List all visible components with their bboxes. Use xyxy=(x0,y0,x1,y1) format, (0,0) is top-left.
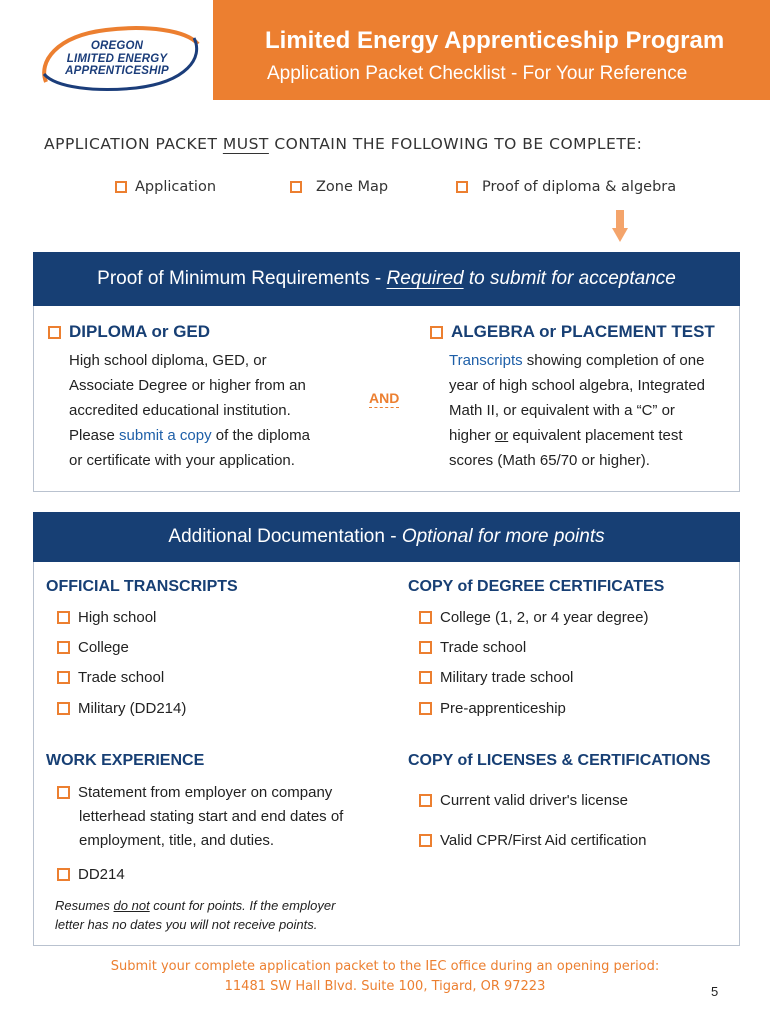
diploma-line-4a: Please xyxy=(69,427,120,444)
additional-section-bar xyxy=(33,512,740,562)
statement-line-3: employment, title, and duties. xyxy=(79,832,275,849)
checkbox-icon[interactable] xyxy=(419,611,432,624)
submit-copy-text: submit a copy xyxy=(119,427,212,444)
diploma-line-5: or certificate with your application. xyxy=(69,452,295,469)
checklist-item-label: High school xyxy=(78,609,157,626)
resume-note xyxy=(55,896,335,934)
diploma-line-4 xyxy=(69,423,310,448)
checklist-item-trade-school-degree[interactable] xyxy=(419,639,526,656)
note-emphasis: do not xyxy=(113,898,150,913)
logo-line-1: OREGON xyxy=(90,40,144,52)
or-emphasis: or xyxy=(494,427,509,444)
checklist-item-label: College (1, 2, or 4 year degree) xyxy=(440,609,649,626)
algebra-line-2: year of high school algebra, Integrated xyxy=(449,377,706,394)
official-transcripts-title: OFFICIAL TRANSCRIPTS xyxy=(46,578,238,595)
algebra-line-1b: showing completion of one xyxy=(522,352,705,369)
licenses-certifications-title: COPY of LICENSES & CERTIFICATIONS xyxy=(408,752,711,769)
checkbox-icon[interactable] xyxy=(57,641,70,654)
algebra-placement-title[interactable] xyxy=(430,322,715,342)
checklist-item-employer-statement[interactable] xyxy=(57,784,332,801)
logo-line-2: LIMITED ENERGY xyxy=(66,52,168,65)
must-heading-before: APPLICATION PACKET xyxy=(44,135,223,153)
checklist-item-label: Application xyxy=(135,179,217,195)
checklist-item-label: Current valid driver's license xyxy=(440,792,628,809)
checklist-item-proof[interactable] xyxy=(456,179,676,195)
diploma-ged-title[interactable] xyxy=(48,322,210,342)
logo-text xyxy=(42,40,192,78)
diploma-line-4c: of the diploma xyxy=(211,427,310,444)
footer-instruction: Submit your complete application packet to the IEC office during an opening period: xyxy=(110,959,660,974)
program-logo xyxy=(0,0,213,100)
employer-statement-continued xyxy=(79,805,343,853)
must-contain-heading xyxy=(44,135,642,153)
checkbox-icon[interactable] xyxy=(115,181,127,193)
checklist-item-trade-school[interactable] xyxy=(57,669,164,686)
checklist-item-college-degree[interactable] xyxy=(419,609,648,626)
page-subtitle: Application Packet Checklist - For Your Reference xyxy=(267,63,688,84)
note-a: Resumes xyxy=(55,898,114,913)
transcripts-text: Transcripts xyxy=(449,352,523,369)
algebra-line-5: scores (Math 65/70 or higher). xyxy=(449,452,650,469)
checklist-item-label: Proof of diploma & algebra xyxy=(482,179,677,195)
additional-bar-lead: Additional Documentation - xyxy=(168,526,397,547)
algebra-line-4c: equivalent placement test xyxy=(508,427,683,444)
checklist-item-cpr-first-aid[interactable] xyxy=(419,832,646,849)
requirements-bar-emphasis-rest: to submit for acceptance xyxy=(463,268,676,289)
checklist-item-label: College xyxy=(78,639,129,656)
algebra-placement-description xyxy=(449,348,705,473)
checklist-item-application[interactable] xyxy=(115,179,216,195)
checklist-item-label: Trade school xyxy=(78,669,165,686)
diploma-line-1: High school diploma, GED, or xyxy=(69,352,267,369)
checklist-item-college[interactable] xyxy=(57,639,129,656)
diploma-ged-label: DIPLOMA or GED xyxy=(69,322,211,341)
algebra-line-4a: higher xyxy=(449,427,495,444)
checkbox-icon[interactable] xyxy=(57,702,70,715)
diploma-ged-description xyxy=(69,348,310,473)
checkbox-icon[interactable] xyxy=(456,181,468,193)
checkbox-icon[interactable] xyxy=(419,702,432,715)
checkbox-icon[interactable] xyxy=(57,671,70,684)
checklist-item-label: Zone Map xyxy=(316,179,389,195)
note-line-1 xyxy=(55,896,335,915)
work-experience-title: WORK EXPERIENCE xyxy=(46,752,205,769)
checkbox-icon[interactable] xyxy=(57,611,70,624)
arrow-down-icon xyxy=(612,210,628,242)
checklist-item-label: Trade school xyxy=(440,639,527,656)
checkbox-icon[interactable] xyxy=(57,868,70,881)
algebra-placement-label: ALGEBRA or PLACEMENT TEST xyxy=(451,322,715,341)
checklist-item-dd214[interactable] xyxy=(57,866,125,883)
checklist-item-label: Pre-apprenticeship xyxy=(440,700,566,717)
checklist-item-military-trade-school[interactable] xyxy=(419,669,573,686)
and-separator: AND xyxy=(369,390,400,406)
degree-certificates-title: COPY of DEGREE CERTIFICATES xyxy=(408,578,665,595)
checkbox-icon[interactable] xyxy=(419,671,432,684)
note-c: count for points. If the employer xyxy=(149,898,336,913)
statement-line-2: letterhead stating start and end dates of xyxy=(79,808,344,825)
checklist-item-high-school[interactable] xyxy=(57,609,156,626)
checkbox-icon[interactable] xyxy=(48,326,61,339)
checklist-item-label: Military (DD214) xyxy=(78,700,187,717)
checkbox-icon[interactable] xyxy=(290,181,302,193)
requirements-bar-lead: Proof of Minimum Requirements - xyxy=(97,268,382,289)
additional-bar-emphasis: Optional for more points xyxy=(401,526,605,547)
checklist-item-military[interactable] xyxy=(57,700,186,717)
checklist-item-label: Military trade school xyxy=(440,669,574,686)
checklist-item-pre-apprenticeship[interactable] xyxy=(419,700,566,717)
checklist-item-drivers-license[interactable] xyxy=(419,792,628,809)
checkbox-icon[interactable] xyxy=(419,794,432,807)
checklist-item-label: Statement from employer on company xyxy=(78,784,333,801)
logo-line-3: APPRENTICESHIP xyxy=(65,65,169,77)
checkbox-icon[interactable] xyxy=(430,326,443,339)
algebra-line-1 xyxy=(449,348,705,373)
checklist-item-zone-map[interactable] xyxy=(290,179,388,195)
checklist-item-label: Valid CPR/First Aid certification xyxy=(440,832,647,849)
page-number: 5 xyxy=(711,984,719,999)
note-line-2: letter has no dates you will not receive points. xyxy=(55,917,318,932)
diploma-line-2: Associate Degree or higher from an xyxy=(69,377,306,394)
page-title: Limited Energy Apprenticeship Program xyxy=(265,27,725,54)
must-heading-emphasis: MUST xyxy=(222,135,269,153)
header-band xyxy=(213,0,770,100)
checkbox-icon[interactable] xyxy=(419,641,432,654)
checkbox-icon[interactable] xyxy=(419,834,432,847)
footer-address: 11481 SW Hall Blvd. Suite 100, Tigard, OR 97223 xyxy=(224,979,546,994)
must-heading-after: CONTAIN THE FOLLOWING TO BE COMPLETE: xyxy=(268,135,643,153)
algebra-line-3: Math II, or equivalent with a “C” or xyxy=(449,402,675,419)
algebra-line-4 xyxy=(449,423,705,448)
requirements-section-bar xyxy=(33,252,740,306)
diploma-line-3: accredited educational institution. xyxy=(69,402,291,419)
requirements-bar-emphasis: Required xyxy=(386,268,464,289)
checkbox-icon[interactable] xyxy=(57,786,70,799)
checklist-item-label: DD214 xyxy=(78,866,125,883)
